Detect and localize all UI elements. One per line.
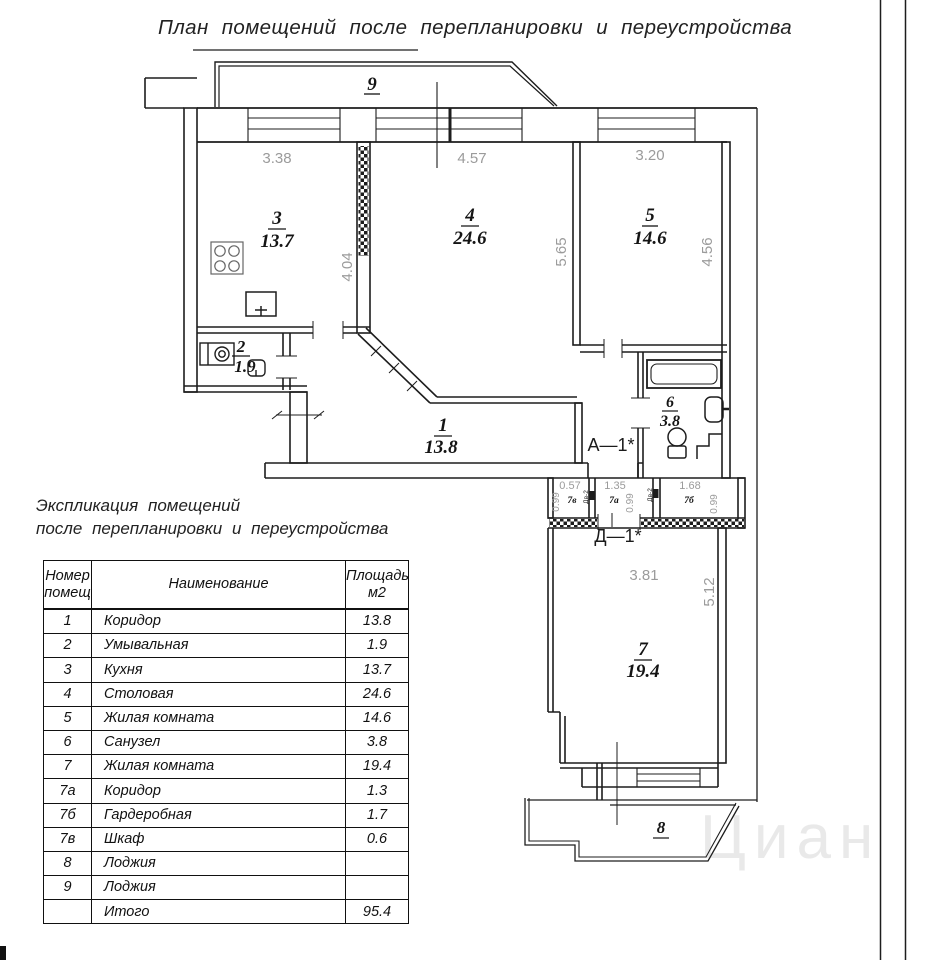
explication-heading-line2: после перепланировки и переустройства	[36, 519, 389, 538]
table-row: 8 Лоджия	[44, 851, 409, 875]
toilet-icon	[668, 428, 686, 458]
kitchen-sink-icon	[246, 292, 276, 316]
table-row: 3 Кухня 13.7	[44, 658, 409, 682]
table-row: 7а Коридор 1.3	[44, 779, 409, 803]
room-7v-label: 7в	[567, 496, 577, 506]
room-2-area: 1.9	[234, 357, 256, 376]
room-5-number: 5	[645, 205, 655, 226]
door-d1-label: Д—1*	[594, 526, 642, 546]
corner-mark	[0, 946, 6, 960]
dim-room3-width: 3.38	[262, 150, 292, 167]
room-7b-label: 7б	[684, 496, 694, 506]
table-header-row	[44, 561, 409, 610]
table-row: 1 Коридор 13.8	[44, 609, 409, 634]
dim-room3-height: 4.04	[339, 252, 356, 282]
table-row: 7б Гардеробная 1.7	[44, 803, 409, 827]
table-row: 7 Жилая комната 19.4	[44, 755, 409, 779]
room-9-number: 9	[367, 74, 377, 95]
room-7a-label: 7а	[609, 496, 619, 506]
table-row: 5 Жилая комната 14.6	[44, 706, 409, 730]
column-header-area: Площадь м2	[346, 561, 409, 610]
table-row: 6 Санузел 3.8	[44, 730, 409, 754]
dim-room7v-height: 0.99	[551, 492, 562, 512]
room-1-number: 1	[438, 415, 448, 436]
page-title: План помещений после перепланировки и переустройства	[157, 16, 793, 39]
dim-room5-width: 3.20	[635, 147, 665, 164]
watermark: Циан	[700, 803, 882, 872]
door-dv2a-label: Дв-2	[583, 490, 590, 504]
dim-room7a-height: 0.99	[625, 493, 636, 513]
room-8-number: 8	[656, 818, 666, 837]
room-6-number: 6	[666, 394, 674, 411]
washing-machine-icon	[200, 343, 234, 365]
dim-room7v-width: 0.57	[559, 480, 581, 492]
room-4-area: 24.6	[453, 228, 487, 249]
page-border	[881, 0, 906, 960]
explication-heading-line1: Экспликация помещений	[36, 496, 241, 515]
explication-heading	[36, 494, 388, 540]
table-row-total: Итого 95.4	[44, 900, 409, 924]
dim-room4-height: 5.65	[553, 237, 570, 267]
table-row: 4 Столовая 24.6	[44, 682, 409, 706]
room-2-number: 2	[236, 337, 246, 356]
bathroom-step	[697, 434, 722, 459]
explication-table	[43, 560, 409, 924]
kitchen-stove-icon	[211, 242, 243, 274]
room-7-area: 19.4	[626, 661, 660, 682]
dim-room5-height: 4.56	[699, 237, 716, 267]
dim-room7b-width: 1.68	[679, 480, 701, 492]
dim-room7-width: 3.81	[629, 567, 659, 584]
table-row: 7в Шкаф 0.6	[44, 827, 409, 851]
room-3-area: 13.7	[260, 231, 294, 252]
dim-room7b-height: 0.99	[709, 494, 720, 514]
column-header-number: Номер помещ	[44, 561, 92, 610]
bathtub-icon	[647, 360, 721, 388]
room-6-area: 3.8	[660, 413, 680, 430]
bathroom-sink-icon	[705, 397, 729, 422]
room-5-area: 14.6	[633, 228, 667, 249]
room-7-number: 7	[638, 639, 648, 660]
table-row: 2 Умывальная 1.9	[44, 634, 409, 658]
column-header-name: Наименование	[92, 561, 346, 610]
room-1-area: 13.8	[424, 437, 458, 458]
room-4-number: 4	[465, 205, 475, 226]
dim-room4-width: 4.57	[457, 150, 487, 167]
table-row: 9 Лоджия	[44, 876, 409, 900]
door-dv2b-label: Дв-2	[647, 488, 654, 502]
room-3-number: 3	[272, 208, 282, 229]
dim-room7a-width: 1.35	[604, 480, 626, 492]
dim-room7-height: 5.12	[701, 577, 718, 607]
door-a1-label: А—1*	[587, 435, 635, 455]
